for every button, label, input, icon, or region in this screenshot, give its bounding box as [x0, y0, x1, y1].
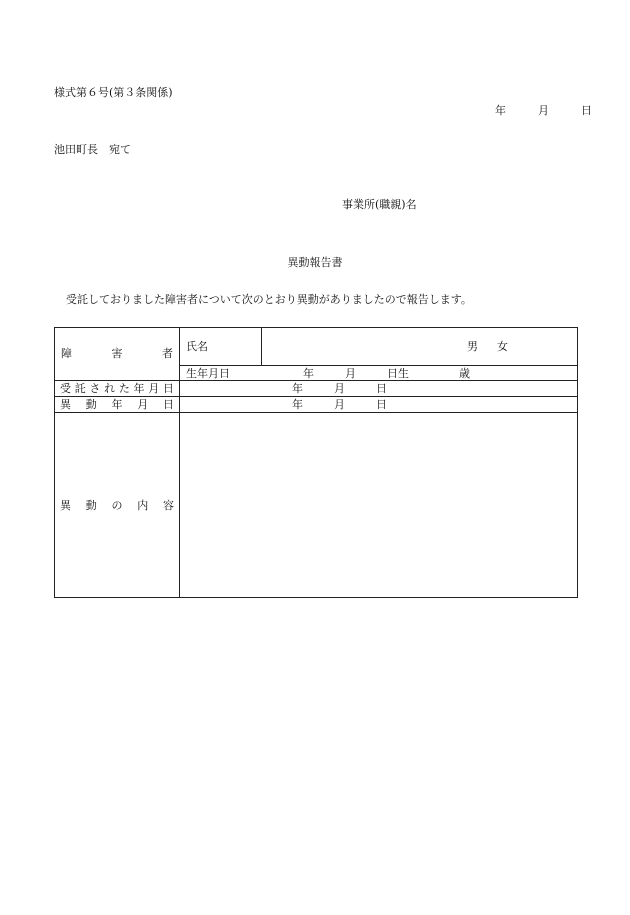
gender-female: 女 [497, 340, 508, 353]
table-divider [261, 328, 262, 365]
addressee: 池田町長 宛て [54, 143, 131, 156]
table-divider [179, 365, 577, 366]
table-divider [179, 328, 180, 597]
disabled-person-label: 障 害 者 [61, 347, 173, 360]
intro-text: 受託しておりました障害者について次のとおり異動がありましたので報告します。 [66, 293, 472, 306]
change-details-field[interactable] [181, 414, 575, 594]
birth-date-value: 年 月 日生 歳 [303, 367, 470, 380]
date-year: 年 [495, 104, 506, 117]
date-month: 月 [538, 104, 549, 117]
submission-date [495, 104, 592, 117]
form-number: 様式第６号(第３条関係) [54, 86, 173, 99]
birth-date-label: 生年月日 [186, 367, 230, 380]
change-date-label: 異 動 年 月 日 [60, 398, 174, 411]
commissioned-date-label: 受 託 さ れ た 年 月 日 [60, 382, 174, 395]
office-name-label: 事業所(職親)名 [342, 198, 417, 211]
change-details-label: 異 動 の 内 容 [60, 499, 174, 512]
table-divider [55, 396, 577, 397]
commissioned-date-value: 年 月 日 [292, 382, 387, 395]
change-date-value: 年 月 日 [292, 398, 387, 411]
gender-male: 男 [467, 340, 478, 353]
gender-options [467, 340, 508, 353]
name-label: 氏名 [186, 340, 208, 353]
table-divider [55, 380, 577, 381]
table-divider [55, 412, 577, 413]
date-day: 日 [581, 104, 592, 117]
document-title: 異動報告書 [287, 256, 343, 269]
report-table [54, 327, 578, 598]
